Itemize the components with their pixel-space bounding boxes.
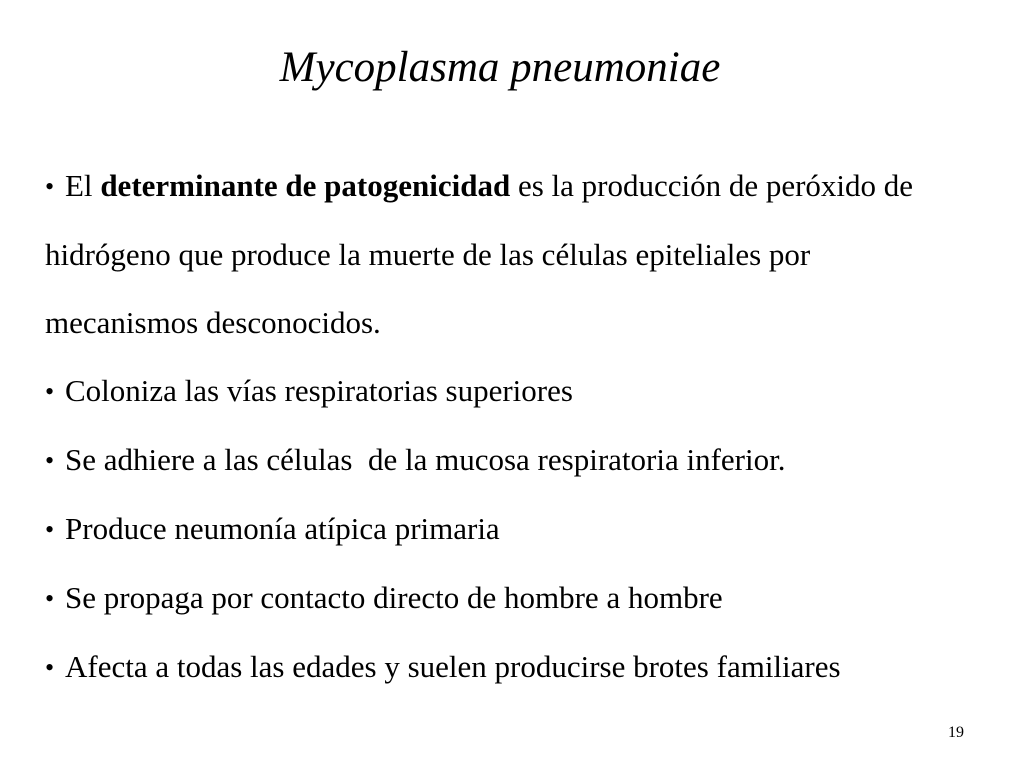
bullet-item-afecta [45,633,1005,702]
bullet-text: Se propaga por contacto directo de hombre a hombre [65,580,723,615]
bullet-icon: • [45,446,55,475]
bullet-text-bold: determinante de patogenicidad [100,168,511,203]
bullet-item-patogenicidad [45,152,965,357]
bullet-text: Coloniza las vías respiratorias superiores [65,373,573,408]
page-number: 19 [948,724,964,741]
bullet-icon: • [45,584,55,613]
bullet-icon: • [45,515,55,544]
bullet-icon: • [45,653,55,682]
bullet-text-post: es la producción de peróxido de hidrógeno que produce la muerte de las células epiteliales por mecanismos desconocidos. [45,168,914,340]
slide-title: Mycoplasma pneumoniae [279,44,721,91]
bullet-text: Produce neumonía atípica primaria [65,511,500,546]
bullet-text-pre: El [65,168,101,203]
bullet-item-coloniza [45,357,1005,426]
bullet-text: Se adhiere a las células de la mucosa respiratoria inferior. [65,442,786,477]
bullet-icon: • [45,172,55,201]
bullet-icon: • [45,377,55,406]
bullet-item-adhiere [45,426,1005,495]
bullet-item-propaga [45,564,1005,633]
bullet-list [45,152,1005,702]
bullet-text: Afecta a todas las edades y suelen producirse brotes familiares [65,649,841,684]
bullet-item-neumonia [45,495,1005,564]
